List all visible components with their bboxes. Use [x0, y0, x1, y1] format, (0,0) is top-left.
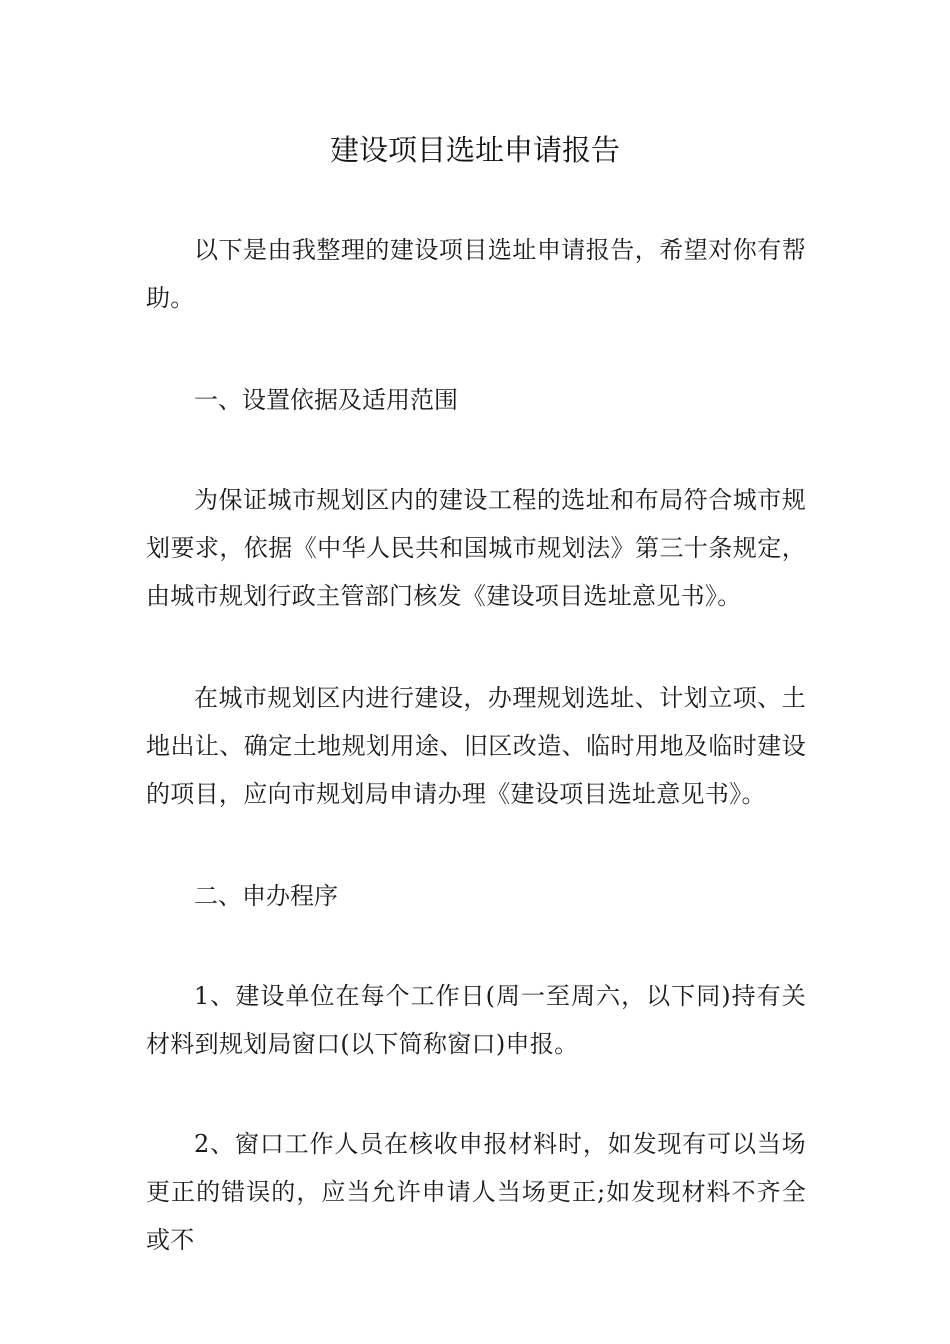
document-title: 建设项目选址申请报告: [329, 133, 620, 167]
procedure-item-1: 1、建设单位在每个工作日(周一至周六，以下同)持有关材料到规划局窗口(以下简称窗口)申报。: [146, 982, 806, 1058]
paragraph-basis: 为保证城市规划区内的建设工程的选址和布局符合城市规划要求，依据《中华人民共和国城市规划法》第三十条规定，由城市规划行政主管部门核发《建设项目选址意见书》。: [146, 486, 806, 610]
procedure-item-2: 2、窗口工作人员在核收申报材料时，如发现有可以当场更正的错误的，应当允许申请人当场更正;如发现材料不齐全或不: [146, 1130, 806, 1254]
section-heading-basis: 一、设置依据及适用范围: [194, 386, 458, 414]
intro-paragraph: 以下是由我整理的建设项目选址申请报告，希望对你有帮助。: [146, 236, 806, 312]
section-heading-procedure: 二、申办程序: [194, 882, 338, 910]
paragraph-scope: 在城市规划区内进行建设，办理规划选址、计划立项、土地出让、确定土地规划用途、旧区改造、临时用地及临时建设的项目，应向市规划局申请办理《建设项目选址意见书》。: [146, 684, 806, 808]
